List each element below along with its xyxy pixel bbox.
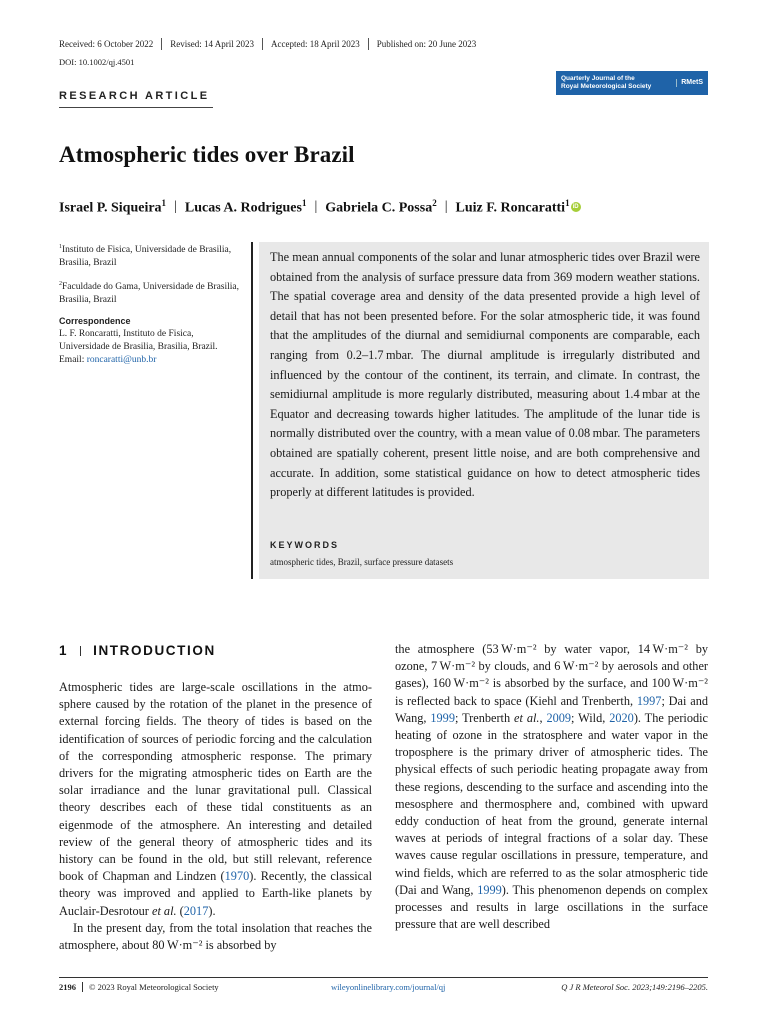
article-title: Atmospheric tides over Brazil (59, 142, 355, 167)
page-footer (59, 982, 708, 992)
email-link[interactable]: roncaratti@unb.br (86, 355, 157, 366)
footer-divider (59, 977, 708, 978)
citation-link[interactable]: 1999 (477, 882, 502, 897)
citation-link[interactable]: 2009 (546, 710, 572, 725)
article-type-divider (59, 107, 213, 108)
body-column-right (395, 641, 708, 933)
section-heading (59, 643, 216, 658)
author-separator: | (174, 199, 177, 215)
journal-citation: Q J R Meteorol Soc. 2023;149:2196–2205. (561, 982, 708, 992)
orcid-icon[interactable]: iD (572, 204, 579, 211)
journal-logo[interactable] (556, 71, 708, 95)
copyright: © 2023 Royal Meteorological Society (89, 982, 219, 992)
author-separator: | (444, 199, 448, 215)
revised-date: Revised: 14 April 2023 (161, 38, 262, 50)
correspondence-text: L. F. Roncaratti, Instituto de Fisica, Universidade de Brasilia, Brasilia, Brazil. (59, 329, 218, 353)
paragraph: In the present day, from the total insolation that reaches the atmosphere, about 80 W·m⁻² is absorbed by (59, 920, 372, 953)
keywords-list: atmospheric tides, Brazil, surface pressure datasets (270, 557, 454, 567)
citation-link[interactable]: 1997 (636, 693, 662, 708)
journal-name: Quarterly Journal of the Royal Meteorological Society (561, 75, 652, 90)
rmets-badge: RMetS (676, 79, 703, 87)
section-number: 1 (59, 643, 69, 658)
keywords-heading: KEYWORDS (270, 540, 340, 550)
affiliation: $^2$Faculdade do Gama, Universidade de Brasilia, Brasilia, Brazil (59, 281, 240, 306)
author-separator: | (314, 199, 318, 215)
correspondence-heading: Correspondence (59, 316, 131, 327)
paragraph: the atmosphere (53 W·m⁻² by water vapor, 14 W·m⁻² by ozone, 7 W·m⁻² by clouds, and 6 W·m⁻² by aerosols and other gases), 160 W·m⁻² is absorbed by the surface, and 100 W·m⁻² is reflected back to space (Kiehl and Trenberth, 1997; Dai and Wang, 1999; Trenberth et al., 2009; Wild, 2020). The periodic heating of ozone in the stratosphere and water vapor in the troposphere is the primary driver of atmospheric tides. The physical effects of such periodic heating propagate away from these regions, descending to the surface and ascending into the mesosphere and thermosphere and, combined with upward eddy conduction of heat from the ground, generate internal waves at periods of integral fractions of a solar day. These waves cause regular oscillations in pressure, temperature, and wind fields, which are referred to as the solar atmospheric tide (Dai and Wang, 1999). This phenomenon depends on complex processes and results in large oscillations in the surface pressure that are well described (395, 642, 709, 932)
accepted-date: Accepted: 18 April 2023 (262, 38, 368, 50)
article-dates (59, 38, 484, 50)
author-name[interactable]: Israel P. Siqueira$^1$ (59, 198, 167, 216)
author-name[interactable]: Gabriela C. Possa$^2$ (325, 198, 437, 216)
citation-link[interactable]: 2017 (183, 903, 209, 918)
correspondence-email: Email: roncaratti@unb.br (59, 355, 157, 366)
abstract-divider (251, 242, 253, 579)
affiliation: $^1$Instituto de Fisica, Universidade de Brasilia, Brasilia, Brazil (59, 244, 232, 269)
citation-link[interactable]: 2020 (609, 710, 634, 725)
body-column-left (59, 679, 372, 954)
author-name[interactable]: Lucas A. Rodrigues$^1$ (184, 198, 307, 216)
citation-link[interactable]: 1970 (224, 869, 250, 884)
published-date: Published on: 20 June 2023 (368, 38, 485, 50)
section-separator (80, 646, 81, 656)
citation-link[interactable]: 1999 (430, 710, 455, 725)
doi[interactable]: DOI: 10.1002/qj.4501 (59, 57, 135, 67)
paragraph: Atmospheric tides are large-scale oscillations in the atmosphere caused by the rotation of the planet in the presence of external forcing fields. The theory of tides is based on the identification of sources of periodic forcing and the calculation of the corresponding atmospheric response. The primary drivers for the migrating atmospheric tides on Earth are the solar irradiance and the lunar gravitational pull. Classical theory describes each of these tidal constituents as an eigenmode of the atmosphere. An interesting and detailed review of the general theory of atmospheric tides and its history can be found in the old, but still relevant, reference book of Chapman and Lindzen (1970). Recently, the classical theory was improved and applied to Earth-like planets by Auclair-Desrotour et al. (2017). (59, 680, 372, 918)
page-number: 2196 (59, 982, 83, 992)
received-date: Received: 6 October 2022 (59, 39, 154, 49)
article-type: RESEARCH ARTICLE (59, 90, 210, 102)
author-list (59, 198, 581, 217)
journal-url[interactable]: wileyonlinelibrary.com/journal/qj (331, 982, 446, 992)
author-name[interactable]: Luiz F. Roncaratti$^1$ (455, 198, 570, 216)
abstract-text: The mean annual components of the solar and lunar atmospheric tides over Brazil were obtained from the analysis of surface pressure data from 369 modern weather stations. The spatial coverage area and density of the data presented provide a high level of detail that has not been presented before. For the solar atmospheric tide, it was found that the amplitudes of the diurnal and semidiurnal components are comparable, each ranging from 0.2–1.7 mbar. The diurnal amplitude is irregularly distributed and influenced by the contour of the continent, its terrain, and climate. In contrast, the semidiurnal amplitude is more regularly distributed, measuring about 1.4 mbar at the Equator and decreasing towards higher latitudes. The amplitude of the lunar tide is normally distributed over the country, with a mean value of 0.08 mbar. The parameters obtained are spatially coherent, present little noise, and are both comprehensive and accurate. In addition, some statistical guidance on how to detect atmospheric tides properly at different latitudes is provided. (270, 250, 700, 500)
section-title: INTRODUCTION (93, 643, 216, 658)
affiliations (59, 241, 241, 367)
